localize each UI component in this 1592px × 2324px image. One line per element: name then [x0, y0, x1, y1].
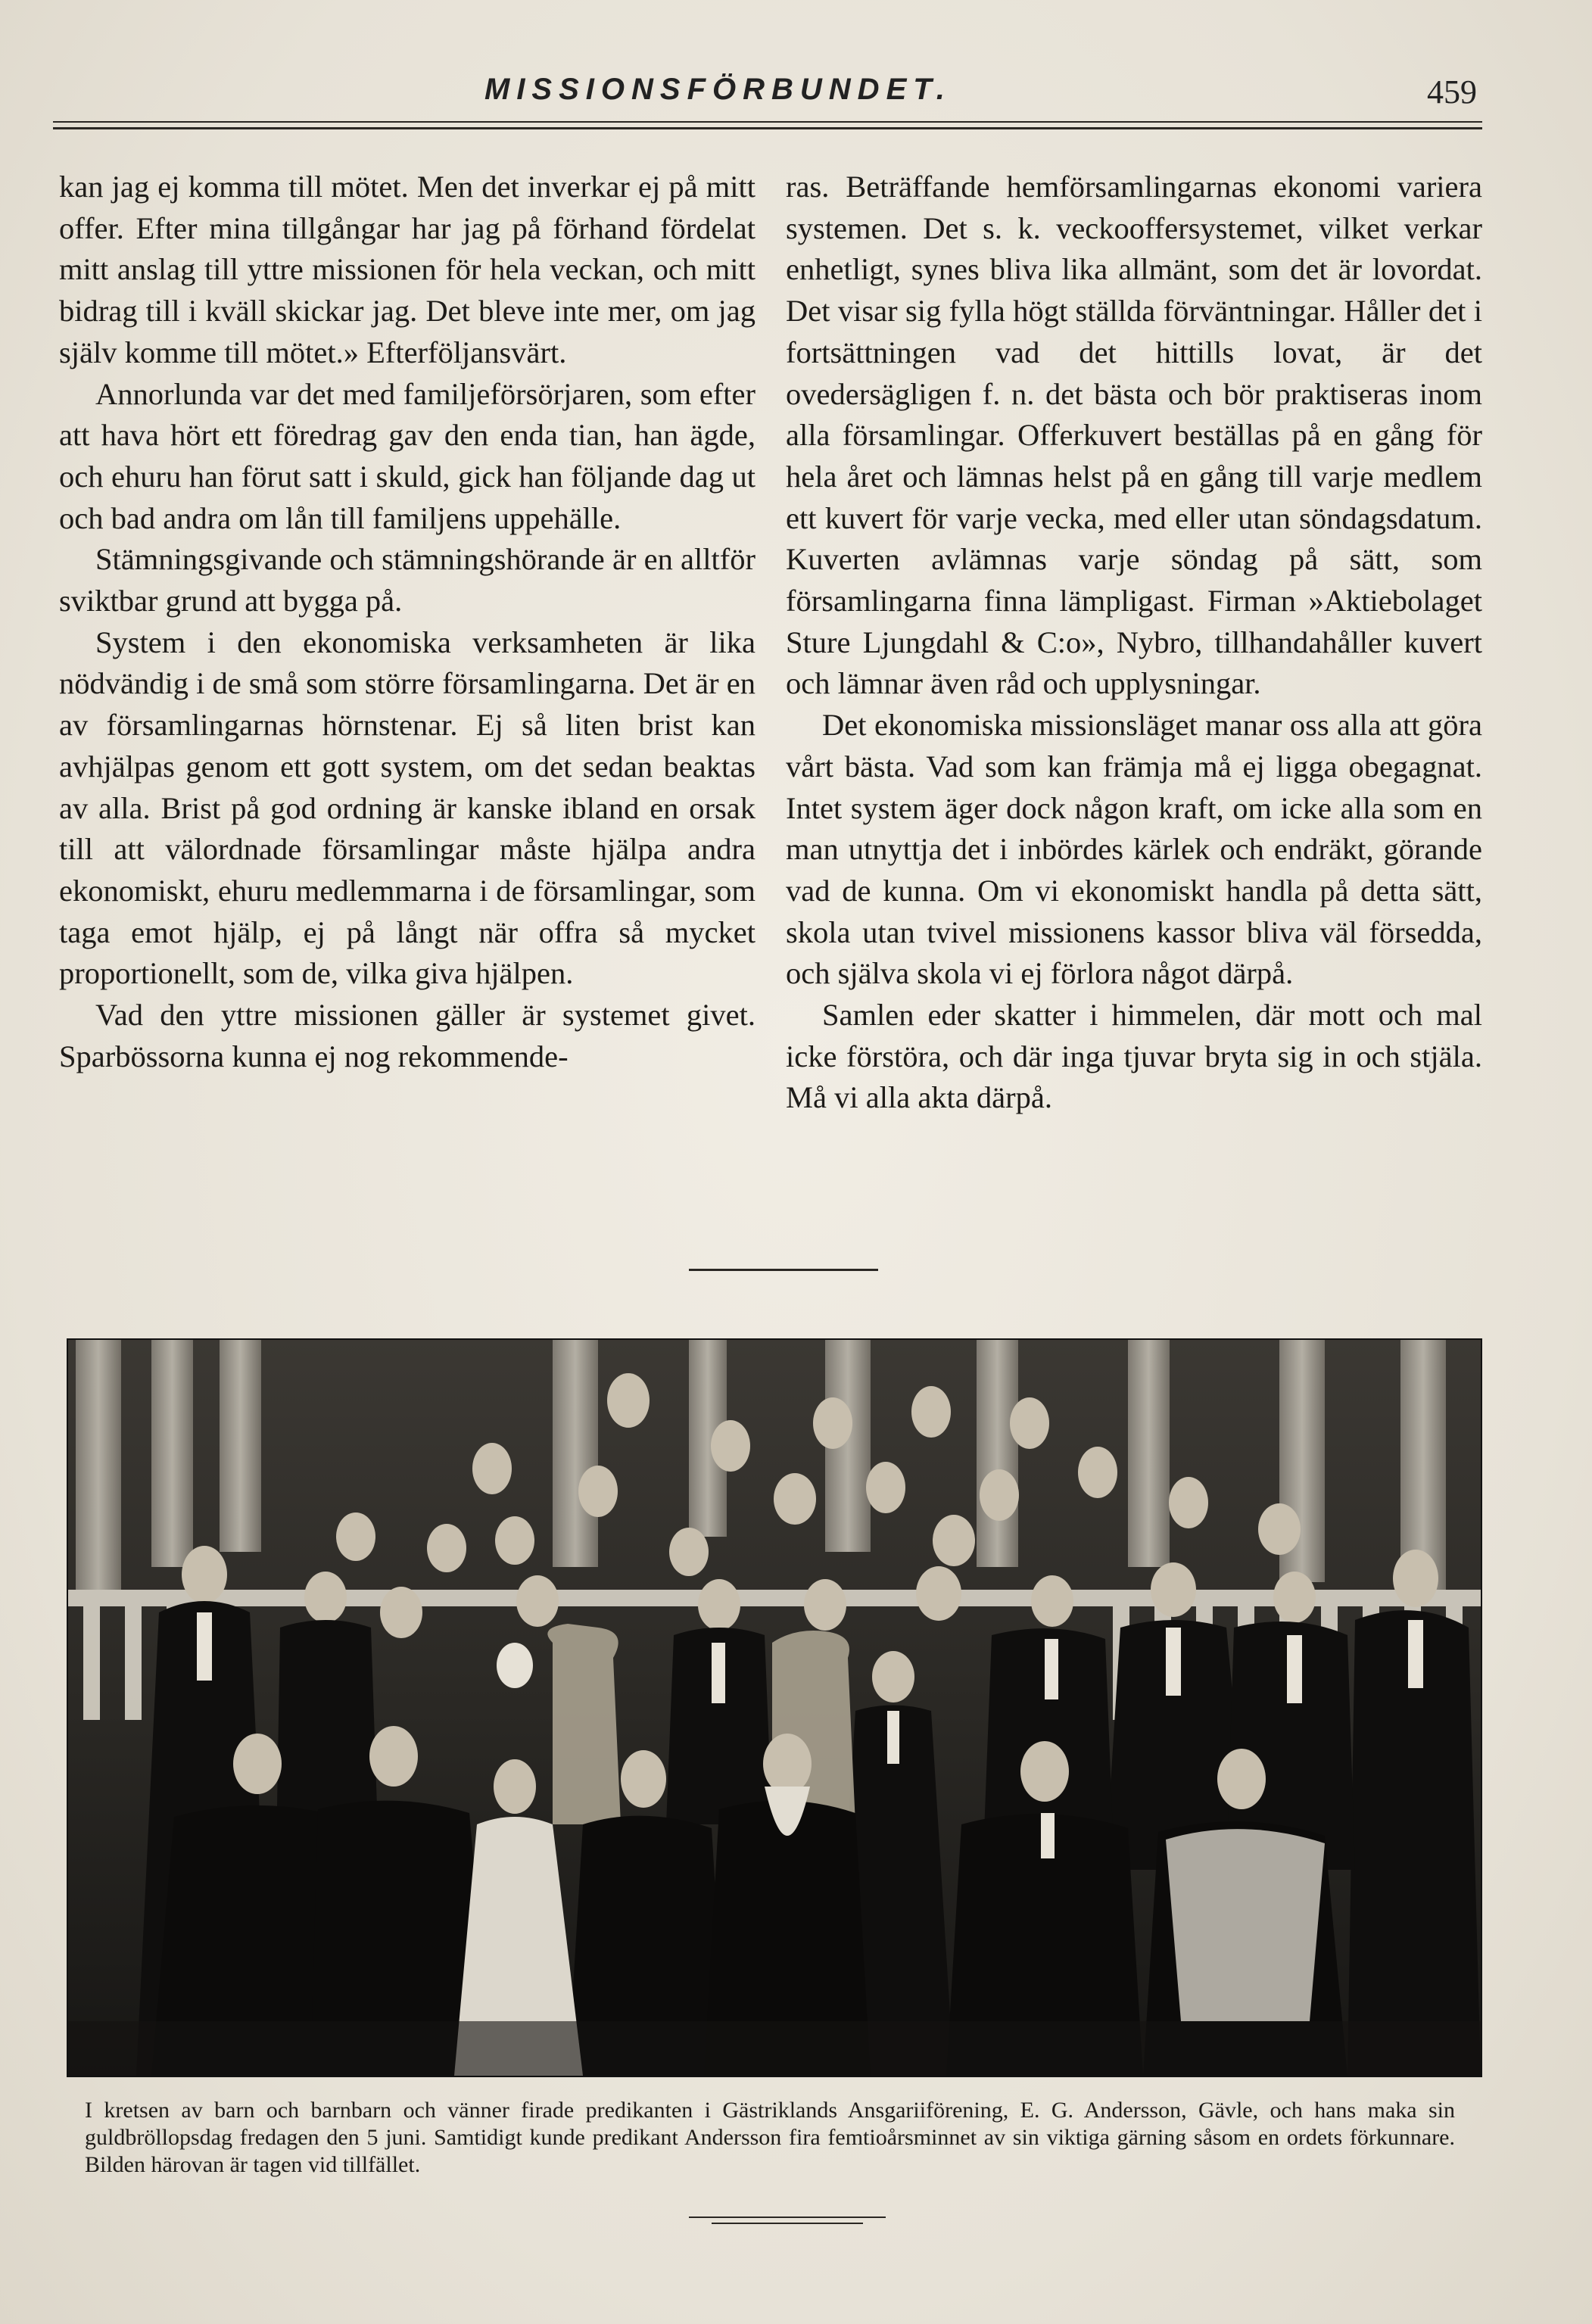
- right-column: [786, 167, 1482, 1119]
- group-photograph: [67, 1338, 1482, 2077]
- end-rule-short: [712, 2223, 863, 2224]
- header-rule-thick: [53, 127, 1482, 129]
- left-paragraph-3: Stämningsgivande och stämningshörande är en alltför sviktbar grund att bygga på.: [59, 542, 755, 618]
- page-number: 459: [1427, 73, 1477, 111]
- running-head-title: MISSIONSFÖRBUNDET.: [484, 73, 952, 106]
- right-paragraph-2: Det ekonomiska missionsläget manar oss alla att göra vårt bästa. Vad som kan främja må ej ligga obegagnat. Intet system äger dock någon kraft, om icke alla som en man utnyttja det i inbördes kärlek och endräkt, görande vad de kunna. Om vi ekonomiskt handla på detta sätt, skola utan tvivel missionens kassor bliva väl försedda, och själva skola vi ej förlora något därpå.: [786, 708, 1482, 991]
- left-paragraph-1: kan jag ej komma till mötet. Men det inverkar ej på mitt offer. Efter mina tillgångar har jag på förhand fördelat mitt anslag till yttre missionen för hela veckan, och mitt bidrag till i kväll skickar jag. Det bleve inte mer, om jag själv komme till mötet.» Efterföljansvärt.: [59, 170, 755, 369]
- end-rule: [689, 2217, 886, 2218]
- section-divider: [689, 1269, 878, 1271]
- left-paragraph-2: Annorlunda var det med familjeförsörjaren, som efter att hava hört ett föredrag gav den enda tian, han ägde, och ehuru han förut satt i skuld, gick han följande dag ut och bad andra om lån till familjens uppehälle.: [59, 376, 755, 535]
- photo-caption: I kretsen av barn och barnbarn och vänner firade predikanten i Gästriklands Ansgariiförening, E. G. Andersson, Gävle, och hans maka sin guldbröllopsdag fredagen den 5 juni. Samtidigt kunde predikant Andersson fira femtioårsminnet av sin viktiga gärning såsom en ordets förkunnare. Bilden härovan är tagen vid tillfället.: [85, 2098, 1455, 2177]
- right-paragraph-1: ras. Beträffande hemförsamlingarnas ekonomi variera systemen. Det s. k. veckooffersystemet, vilket verkar enhetligt, synes bliva lika allmänt, som det är lovordat. Det visar sig fylla högt ställda förväntningar. Håller det i fortsättningen vad det hittills lovat, är det ovedersägligen f. n. det bästa och bör praktiseras inom alla församlingar. Offerkuvert beställas på en gång för hela året och lämnas helst på en gång till varje medlem ett kuvert för varje vecka, med eller utan söndagsdatum. Kuverten avlämnas varje söndag på sätt, som församlingarna finna lämpligast. Firman »Aktiebolaget Sture Ljungdahl & C:o», Nybro, tillhandahåller kuvert och lämnar även råd och upplysningar.: [786, 170, 1482, 701]
- group-photo-illustration: [68, 1340, 1481, 2076]
- shawl: [1166, 1829, 1325, 2021]
- left-paragraph-5: Vad den yttre missionen gäller är systemet givet. Sparbössorna kunna ej nog rekommende-: [59, 998, 755, 1073]
- left-column: [59, 167, 755, 1077]
- right-paragraph-3: Samlen eder skatter i himmelen, där mott och mal icke förstöra, och där inga tjuvar bryta sig in och stjäla. Må vi alla akta därpå.: [786, 998, 1482, 1115]
- header-rule: [53, 121, 1482, 123]
- left-paragraph-4: System i den ekonomiska verksamheten är lika nödvändig i de små som större församlingarna. Det är en av församlingarnas hörnstenar. Ej så liten brist kan avhjälpas genom ett gott system, om det sedan beaktas av alla. Brist på god ordning är kanske ibland en orsak till att välordnade församlingar måste hjälpa andra ekonomiskt, ehuru medlemmarna i de församlingar, som taga emot hjälp, ej på långt när offra så mycket proportionellt, som de, vilka giva hjälpen.: [59, 625, 755, 991]
